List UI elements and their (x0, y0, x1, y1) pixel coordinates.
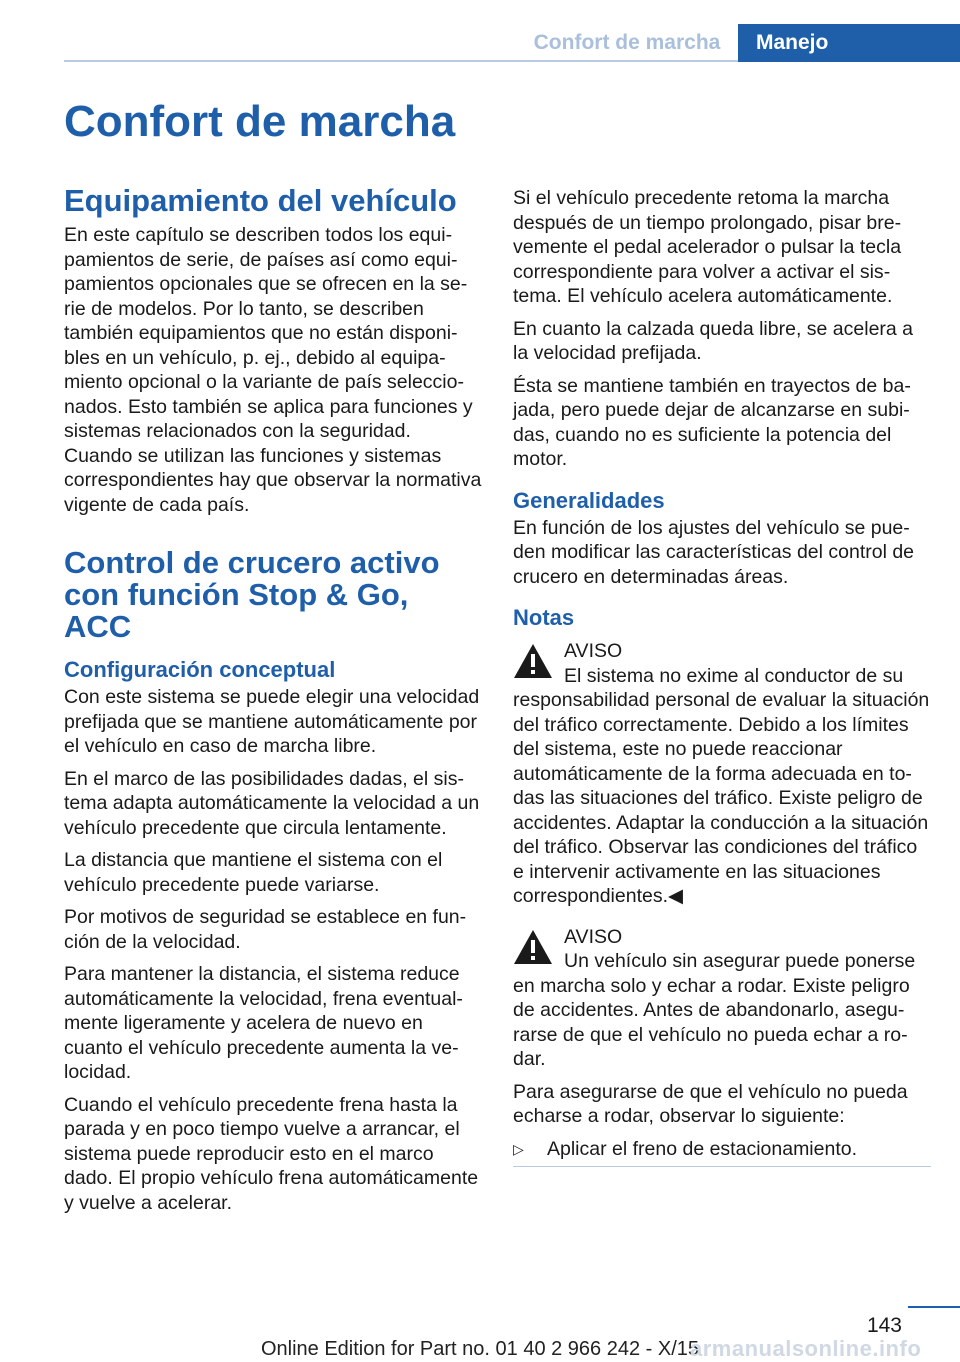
warning-triangle-icon (513, 643, 553, 679)
edition-footer: Online Edition for Part no. 01 40 2 966 242 - X/15 (260, 1338, 700, 1360)
header-chapter-tab[interactable]: Manejo (738, 24, 960, 62)
list-item (513, 1137, 931, 1162)
secure-paragraph: Para asegurarse de que el vehículo no pueda echarse a rodar, observar lo siguiente: (513, 1080, 908, 1127)
concept-paragraph-1: Con este sistema se puede elegir una velocidad prefijada que se mantiene automáticamente por el vehículo en caso de marcha libre. (64, 686, 480, 757)
notice-text-1: responsabilidad personal de evaluar la situación del tráfico correctamente. Debido a los límites del sistema, este no puede reaccionar automáticamente de la forma adecuada en todas las situaciones del tráfico. Existe peligro de accidentes. Adaptar la conducción a la situación del tráfico. Observar las condiciones del tráfico e intervenir activamente en las situaciones correspondientes.◀ (513, 689, 930, 907)
concept-paragraph-3: La distancia que mantiene el sistema con el vehículo precedente puede variarse. (64, 849, 443, 896)
concept-paragraph-6: Cuando el vehículo precedente frena hasta la parada y en poco tiempo vuelve a arrancar, el sistema puede reproducir esto en el marco dado. El propio vehículo frena automáticamente y vuelve a acelerar. (64, 1093, 479, 1214)
notice-label-1: AVISO (564, 640, 623, 662)
concept-paragraph-5: Para mantener la distancia, el sistema reduce automáticamente la velocidad, frena eventualmente ligeramente y acelera de nuevo en cuanto el vehículo precedente aumenta la velocidad. (64, 963, 463, 1083)
general-heading: Generalidades (513, 487, 665, 513)
notice-label-2: AVISO (564, 925, 623, 948)
downhill-paragraph: Ésta se mantiene también en trayectos de bajada, pero puede dejar de alcanzarse en subidas, cuando no es suficiente la potencia del motor. (513, 374, 911, 470)
left-column (64, 184, 482, 1223)
list-item-text: Aplicar el freno de estacionamiento. (547, 1137, 858, 1160)
notice-warning-1 (513, 639, 931, 909)
general-paragraph: En función de los ajustes del vehículo se pueden modificar las características del control de crucero en determinadas áreas. (513, 516, 915, 588)
notes-heading: Notas (513, 605, 575, 630)
concept-paragraph-4: Por motivos de seguridad se establece en función de la velocidad. (64, 906, 467, 953)
warning-triangle-icon (513, 929, 553, 965)
footer-rule (908, 1306, 960, 1308)
resume-paragraph: Si el vehículo precedente retoma la marcha después de un tiempo prolongado, pisar brevemente el pedal acelerador o pulsar la tecla correspondiente para volver a activar el sistema. El vehículo acelera automáticamente. (513, 187, 902, 307)
equipment-paragraph-2: Cuando se utilizan las funciones y sistemas correspondientes hay que observar la normativa vigente de cada país. (64, 444, 482, 516)
notice-warning-2 (513, 925, 931, 1072)
bullet-marker: ▷ (513, 1140, 524, 1157)
list-divider (513, 1166, 931, 1167)
notice-firstline-2: Un vehículo sin asegurar puede ponerse (564, 950, 916, 972)
page-title: Confort de marcha (64, 97, 456, 146)
clear-road-paragraph: En cuanto la calzada queda libre, se acelera a la velocidad prefijada. (513, 317, 914, 364)
notice-firstline-1: El sistema no exime al conductor de su (564, 664, 904, 687)
page-number: 143 (866, 1314, 902, 1337)
equipment-heading: Equipamiento del vehículo (64, 183, 457, 218)
equipment-paragraph: En este capítulo se describen todos los equipamientos de serie, de países así como equipamientos opcionales que se ofrecen en la serie de modelos. Por lo tanto, se describen también equipamientos que no están disponibles en un vehículo, p. ej., debido al equipamiento opcional o la variante de país seleccionados. Esto también se aplica para funciones y sistemas relacionados con la seguridad. (64, 224, 473, 442)
notice-text-2: en marcha solo y echar a rodar. Existe peligro de accidentes. Antes de abandonarlo, asegurarse de que el vehículo no pueda echar a rodar. (513, 974, 910, 1070)
concept-paragraph-2: En el marco de las posibilidades dadas, el sistema adapta automáticamente la velocidad a un vehículo precedente que circula lentamente. (64, 767, 480, 839)
header-section-tab[interactable]: Confort de marcha (533, 31, 721, 54)
concept-heading: Configuración conceptual (64, 657, 336, 682)
acc-heading: Control de crucero activo con función Stop & Go, ACC (64, 545, 440, 644)
right-column (513, 186, 931, 1167)
watermark: armanualsonline.info (690, 1336, 922, 1361)
